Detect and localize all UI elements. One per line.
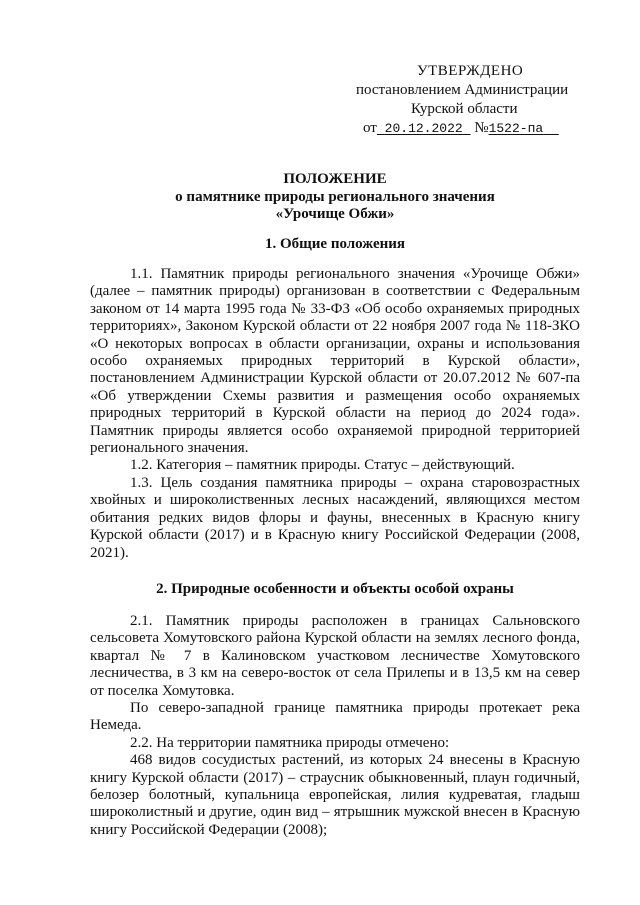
approval-date-line (355, 119, 595, 138)
paragraph-2-2: 2.2. На территории памятника природы отмечено: (130, 734, 450, 751)
approval-region: Курской области (411, 101, 518, 117)
paragraph-1-3: 1.3. Цель создания памятника природы – охрана старовозрастных хвойных и широколиственных лесных насаждений, являющихся местом обитания редких видов флоры и фауны, внесенных в Красную книгу Курской области (2017) и в Красную книгу Российской Федерации (2008, 2021). (90, 474, 580, 561)
document-object-name: «Урочище Обжи» (275, 206, 395, 222)
paragraph-2-2-plants: 468 видов сосудистых растений, из которых 24 внесены в Красную книгу Курской области (2017) – страусник обыкновенный, плаун годичный, белозер болотный, купальница европейская, лилия кудреватая, гладыш широколистный и другие, один вид – ятрышник мужской внесен в Красную книгу Российской Федерации (2008); (90, 752, 580, 838)
paragraph-2-1: 2.1. Памятник природы расположен в границах Сальновского сельсовета Хомутовского района Курской области на землях лесного фонда, квартал № 7 в Калиновском участковом лесничестве Хомутовского лесничества, в 3 км на северо-восток от села Прилепы и в 13,5 км на север от поселка Хомутовка. (90, 613, 580, 699)
paragraph-1-1: 1.1. Памятник природы регионального значения «Урочище Обжи» (далее – памятник природы) организован в соответствии с Федеральным законом от 14 марта 1995 года № 33-ФЗ «Об особо охраняемых природных территориях», Законом Курской области от 22 ноября 2007 года № 118-ЗКО «О некоторых вопросах в области организации, охраны и использования особо охраняемых природных территорий в Курской области», постановлением Администрации Курской области от 20.07.2012 № 607-па «Об утверждении Схемы развития и размещения особо охраняемых природных территорий в Курской области на период до 2024 года». Памятник природы является особо охраняемой природной территорией регионального значения. (90, 266, 580, 457)
document-subtitle: о памятнике природы регионального значения (175, 189, 495, 205)
approval-stamp (355, 62, 595, 138)
paragraph-1-2: 1.2. Категория – памятник природы. Статус – действующий. (130, 457, 515, 474)
section-2-body (90, 613, 580, 839)
paragraph-2-1-river: По северо-западной границе памятника природы протекает река Немеда. (90, 700, 580, 734)
section-1-heading: 1. Общие положения (264, 236, 406, 252)
section-2-heading: 2. Природные особенности и объекты особой охраны (156, 581, 514, 597)
number-prefix: № (474, 120, 489, 136)
approval-number: 1522-па (488, 121, 544, 136)
approval-date: 20.12.2022 (384, 121, 463, 136)
section-1-body (90, 266, 580, 562)
approval-authority: постановлением Администрации (356, 82, 569, 98)
approval-title: УТВЕРЖДЕНО (417, 63, 524, 79)
date-prefix: от (363, 120, 377, 136)
document-title: ПОЛОЖЕНИЕ (283, 171, 387, 187)
